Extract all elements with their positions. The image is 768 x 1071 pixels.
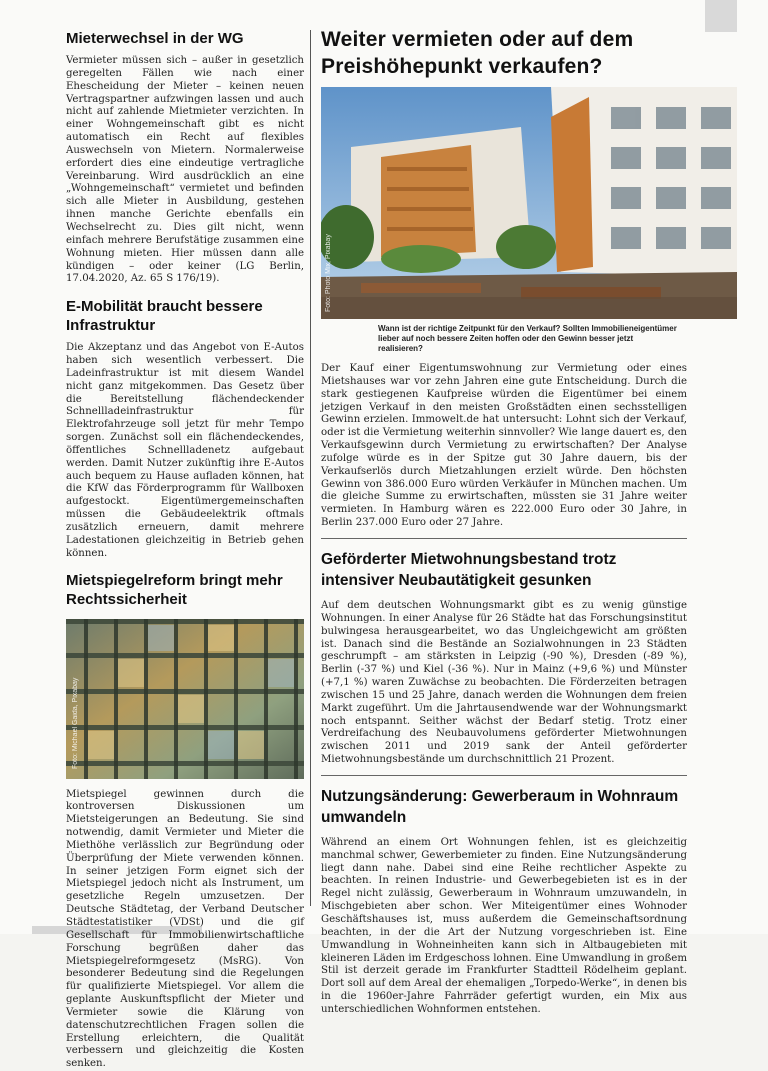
building-photo — [321, 87, 737, 319]
page-corner-tab — [705, 0, 737, 32]
text-mietwohnungsbestand: Auf dem deutschen Wohnungsmarkt gibt es zu wenig günstige Wohnungen. In einer Analyse für 26 Städte hat das Forschungsinstitut bulwingesa herausgearbeitet, wo das Ungleichgewicht am größten ist. Danach sind die Bestände an Sozialwohnungen in 23 Städten geschrumpft – am stärksten in Leipzig (-90 %), Dresden (-89 %), Berlin (-37 %) und Kiel (-36 %). Nur in Mainz (+9,6 %) und Münster (+7,1 %) waren Zuwächse zu beobachten. Die Förderzeiten betragen zwischen 15 und 25 Jahre, danach werden die Wohnungen dem freien Markt zugeführt. Um die Jahrtausendwende war der Wohnungsmarkt noch entspannt. Seither wächst der Bedarf stetig. Trotz einer Verdreifachung des Neubauvolumens geförderter Mietwohnungen zwischen 2011 und 2019 sank der Anteil geförderter Mietwohnungsbestände um durchschnittlich 21 Prozent. — [321, 599, 687, 766]
section-rule-2 — [321, 775, 687, 776]
building-photo-credit: Foto: Photo Mix, Pixabay — [325, 234, 332, 312]
facade-photo-credit: Foto: Michael Gaida, Pixabay — [72, 677, 79, 769]
left-column — [66, 26, 304, 1071]
text-nutzungsaenderung: Während an einem Ort Wohnungen fehlen, ist es gleichzeitig manchmal schwer, Gewerbemieter zu finden. Eine Nutzungsänderung liegt dann nahe. Dabei sind eine Reihe rechtlicher Aspekte zu beachten. In reinen Industrie- und Gewerbegebieten ist es in der Regel nicht zulässig, Gewerberaum in Wohnraum umzuwandeln, in Mischgebieten aber schon. Wer Miteigentümer eines Wohnoder Geschäftshauses ist, muss außerdem die Gemeinschaftsordnung beachten, in der die Art der Nutzung vorgeschrieben ist. Eine Umwandlung in Wohneinheiten kann sich in Altbaugebieten mit kleineren Läden im Erdgeschoss lohnen. Eine Umwandlung in großem Stil ist derzeit gerade im Frankfurter Stadtteil Rödelheim geplant. Dort soll auf dem Areal der ehemaligen „Torpedo-Werke“, in denen bis in die 1960er-Jahre Fahrräder gefertigt wurden, ein Mix aus unterschiedlichen Wohnformen entstehen. — [321, 836, 687, 1015]
text-mieterwechsel: Vermieter müssen sich – außer in gesetzlich geregelten Fällen wie nach einer Ehescheidung der Mieter – keinen neuen Vertragspartner aufzwingen lassen und auch nicht auf zahlende Mietmieter verzichten. In einer Wohngemeinschaft gibt es nicht automatisch ein Recht auf flexibles Auswechseln von Mietern. Normalerweise erfordert dies eine eindeutige vertragliche Vereinbarung. Wird ausdrücklich an eine „Wohngemeinschaft“ vermietet und befinden sich alle Mieter in Ausbildung, gestehen ihnen manche Gerichte ebenfalls ein Wechselrecht zu. Dies gilt nicht, wenn einfach mehrere Berufstätige zusammen eine Wohnung mieten. Hier müssen dann alle kündigen – oder keiner (LG Berlin, 17.04.2020, Az. 65 S 176/19). — [66, 55, 304, 285]
text-verkaufen: Der Kauf einer Eigentumswohnung zur Vermietung oder eines Mietshauses war vor zehn Jahren eine gute Entscheidung. Durch die stark gestiegenen Kaufpreise würden die Eigentümer bei einem jetzigen Verkauf in den meisten Großstädten einen sechsstelligen Gewinn erzielen. Immowelt.de hat untersucht: Lohnt sich der Verkauf, oder ist die Vermietung weiterhin sinnvoller? Wie lange dauert es, den Verkaufsgewinn durch Vermietung zu erwirtschaften? Der Analyse zufolge würde es in der Spitze gut 30 Jahre dauern, bis der Verkaufserlös durch Mietzahlungen erzielt würde. Den höchsten Gewinn von 386.000 Euro würden Verkäufer in München machen. Um die gleiche Summe zu erwirtschaften, müssten sie 31 Jahre weiter vermieten. In Hamburg wären es 222.000 Euro oder 30 Jahre, in Berlin 237.000 Euro oder 27 Jahre. — [321, 363, 687, 529]
heading-nutzungsaenderung: Nutzungsänderung: Gewerberaum in Wohnraum umwandeln — [321, 787, 679, 826]
section-rule-1 — [321, 538, 687, 539]
main-headline: Weiter vermieten oder auf dem Preishöhepunkt verkaufen? — [321, 28, 634, 78]
photo-caption: Wann ist der richtige Zeitpunkt für den Verkauf? Sollten Immobilieneigentümer lieber auf noch bessere Zeiten hoffen oder den Gewinn besser jetzt realisieren? — [378, 324, 677, 353]
text-e-mobilitaet: Die Akzeptanz und das Angebot von E-Autos haben sich wesentlich verbessert. Die Ladeinfrastruktur ist mit diesem Wandel nicht ganz mitgekommen. Das Gesetz über die Bereitstellung flächendeckender Schnellladeinfrastruktur für Elektrofahrzeuge soll jetzt für mehr Tempo sorgen. Zunächst soll ein flächendeckendes, öffentliches Schnellladenetz aufgebaut werden. Damit Nutzer zukünftig ihre E-Autos auch bequem zu Hause aufladen können, hat die KfW das Förderprogramm für Wallboxen aufgestockt. Eigentümergemeinschaften müssen die Gebäudeelektrik oftmals zusätzlich erneuern, damit mehrere Ladestationen gleichzeitig in Betrieb gehen können. — [66, 342, 304, 559]
heading-mietwohnungsbestand: Geförderter Mietwohnungsbestand trotz intensiver Neubautätigkeit gesunken — [321, 550, 617, 589]
heading-e-mobilitaet: E-Mobilität braucht bessere Infrastruktur — [66, 298, 263, 335]
heading-mieterwechsel: Mieterwechsel in der WG — [66, 30, 244, 47]
glass-facade-image — [66, 619, 304, 779]
residential-buildings-image — [321, 87, 737, 319]
text-mietspiegelreform: Mietspiegel gewinnen durch die kontroversen Diskussionen um Mietsteigerungen an Bedeutung. Sie sind notwendig, damit Vermieter und Mieter die Miethöhe verlässlich zur Begründung oder Überprüfung der Miete verwenden können. In seiner jetzigen Form eignet sich der Mietspiegel jedoch nicht als Instrument, um gesetzliche Regeln umzusetzen. Der Deutsche Städtetag, der Verband Deutscher Städtestatistiker (VDSt) und die gif Gesellschaft für Immobilienwirtschaftliche Forschung begrüßen daher das Mietspiegelreformgesetz (MsRG). Von besonderer Bedeutung sind die Regelungen für qualifizierte Mietspiegel. Vor allem die geplante Auskunftspflicht der Mieter und Vermieter sowie die Klärung von datenschutzrechtlichen Fragen sollen die Erstellung erleichtern, die Qualität verbessern und gleichzeitig die Kosten senken. — [66, 788, 304, 1070]
right-column — [321, 26, 687, 1017]
facade-photo — [66, 619, 304, 779]
heading-mietspiegelreform: Mietspiegelreform bringt mehr Rechtssicherheit — [66, 571, 283, 608]
column-divider — [310, 30, 311, 906]
